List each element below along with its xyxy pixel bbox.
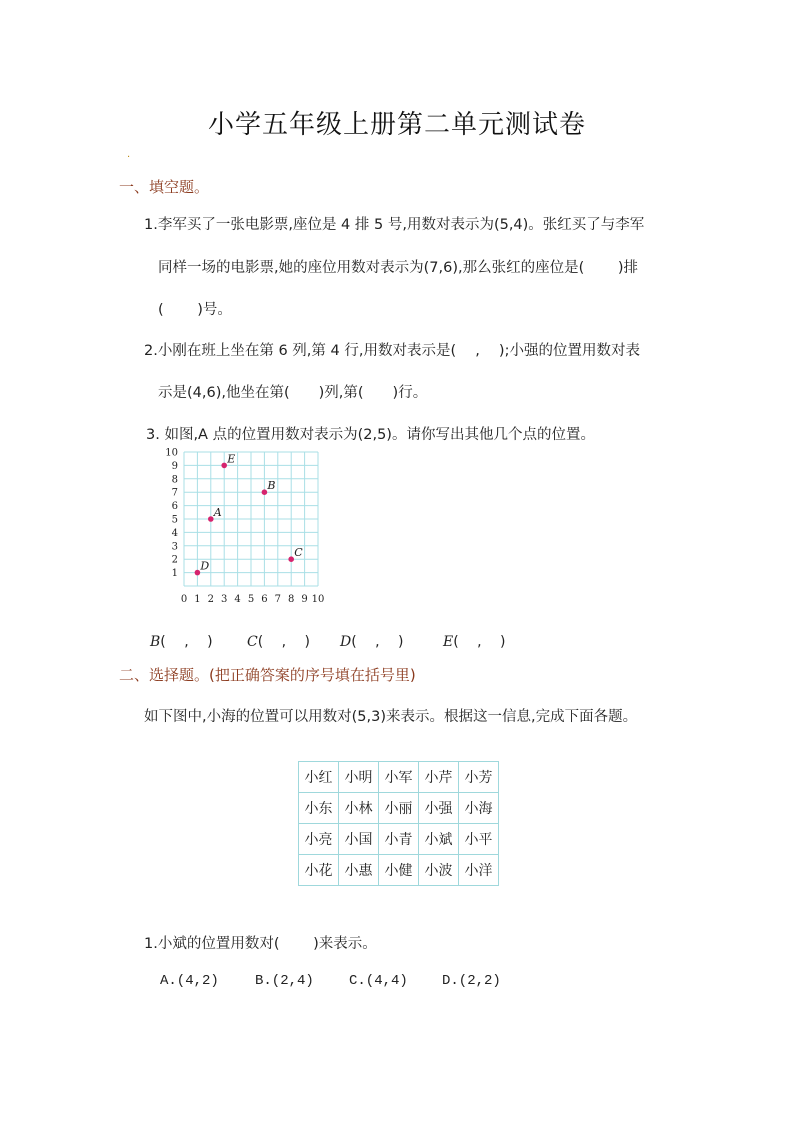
- point-c: [288, 556, 294, 562]
- x-tick-label: 3: [221, 594, 228, 605]
- section2-q1: 1.小斌的位置用数对( )来表示。: [144, 936, 377, 952]
- seat-cell: 小亮: [299, 824, 339, 855]
- seat-cell: 小惠: [339, 855, 379, 886]
- point-label-b: B: [267, 479, 276, 493]
- section2-intro: 如下图中,小海的位置可以用数对(5,3)来表示。根据这一信息,完成下面各题。: [144, 709, 638, 725]
- q1-line2: 同样一场的电影票,她的座位用数对表示为(7,6),那么张红的座位是( )排: [158, 260, 639, 276]
- x-tick-label: 9: [301, 594, 308, 605]
- page-title: 小学五年级上册第二单元测试卷: [207, 110, 586, 140]
- seat-cell: 小军: [379, 762, 419, 793]
- x-tick-label: 0: [180, 594, 188, 605]
- point-label-e: E: [227, 452, 236, 466]
- point-label-d: D: [200, 559, 210, 573]
- x-tick-label: 8: [288, 594, 295, 605]
- y-tick-label: 10: [165, 447, 178, 459]
- seat-cell: 小海: [459, 793, 499, 824]
- point-label-a: A: [213, 506, 222, 519]
- x-tick-label: 2: [207, 594, 214, 605]
- answer-b-label: B: [150, 634, 161, 650]
- seat-cell: 小林: [339, 793, 379, 824]
- option-d: D.(2,2): [442, 973, 501, 989]
- seat-cell: 小强: [419, 793, 459, 824]
- seat-cell: 小国: [339, 824, 379, 855]
- seat-cell: 小健: [379, 855, 419, 886]
- point-label-c: C: [294, 546, 303, 560]
- y-tick-label: 4: [171, 527, 178, 539]
- y-tick-label: 1: [171, 568, 178, 580]
- y-tick-label: 2: [171, 554, 178, 566]
- x-tick-label: 4: [234, 594, 241, 605]
- seat-cell: 小花: [299, 855, 339, 886]
- point-d: [195, 570, 201, 576]
- q1-line3: ( )号。: [158, 302, 232, 318]
- seat-row: [299, 762, 499, 793]
- y-tick-label: 6: [171, 501, 178, 513]
- option-c: C.(4,4): [349, 973, 408, 989]
- seat-cell: 小青: [379, 824, 419, 855]
- answer-b-blank: ( , ): [160, 634, 213, 650]
- q2-line1: 2.小刚在班上坐在第 6 列,第 4 行,用数对表示是( , );小强的位置用数对表: [144, 343, 640, 359]
- seat-cell: 小平: [459, 824, 499, 855]
- option-a: A.(4,2): [160, 973, 219, 989]
- answer-c-label: C: [247, 634, 258, 650]
- x-tick-label: 10: [311, 594, 325, 605]
- x-tick-label: 1: [194, 594, 201, 605]
- y-tick-label: 3: [171, 541, 178, 553]
- seat-cell: 小波: [419, 855, 459, 886]
- answer-d: [340, 631, 404, 651]
- coordinate-grid-chart: [163, 447, 348, 616]
- seat-row: [299, 855, 499, 886]
- seat-table: [298, 761, 499, 886]
- seat-cell: 小东: [299, 793, 339, 824]
- answer-e-label: E: [443, 634, 454, 650]
- seat-cell: 小芹: [419, 762, 459, 793]
- y-tick-label: 7: [171, 487, 178, 499]
- answer-d-label: D: [340, 634, 352, 650]
- seat-row: [299, 824, 499, 855]
- decorative-dot: ·: [127, 152, 131, 163]
- point-b: [262, 489, 268, 495]
- seat-cell: 小丽: [379, 793, 419, 824]
- answer-b: [150, 631, 213, 651]
- x-tick-label: 7: [274, 594, 281, 605]
- seat-cell: 小斌: [419, 824, 459, 855]
- y-tick-label: 9: [171, 460, 178, 472]
- q1-line1: 1.李军买了一张电影票,座位是 4 排 5 号,用数对表示为(5,4)。张红买了与李军: [144, 217, 645, 233]
- seat-cell: 小洋: [459, 855, 499, 886]
- answer-e-blank: ( , ): [453, 634, 506, 650]
- answer-e: [443, 631, 506, 651]
- seat-cell: 小红: [299, 762, 339, 793]
- point-e: [221, 463, 227, 469]
- x-tick-label: 6: [261, 594, 268, 605]
- option-b: B.(2,4): [255, 973, 314, 989]
- seat-row: [299, 793, 499, 824]
- y-tick-label: 8: [171, 474, 178, 486]
- point-a: [208, 516, 214, 522]
- answer-d-blank: ( , ): [351, 634, 404, 650]
- answer-c: [247, 631, 310, 651]
- section2-heading: 二、选择题。(把正确答案的序号填在括号里): [119, 666, 416, 684]
- answer-c-blank: ( , ): [257, 634, 310, 650]
- q2-line2: 示是(4,6),他坐在第( )列,第( )行。: [158, 385, 428, 401]
- section1-heading: 一、填空题。: [119, 178, 210, 196]
- seat-cell: 小芳: [459, 762, 499, 793]
- y-tick-label: 5: [171, 514, 178, 526]
- seat-cell: 小明: [339, 762, 379, 793]
- q3-line1: 3. 如图,A 点的位置用数对表示为(2,5)。请你写出其他几个点的位置。: [146, 427, 595, 443]
- x-tick-label: 5: [247, 594, 255, 605]
- grid-svg: [163, 447, 348, 616]
